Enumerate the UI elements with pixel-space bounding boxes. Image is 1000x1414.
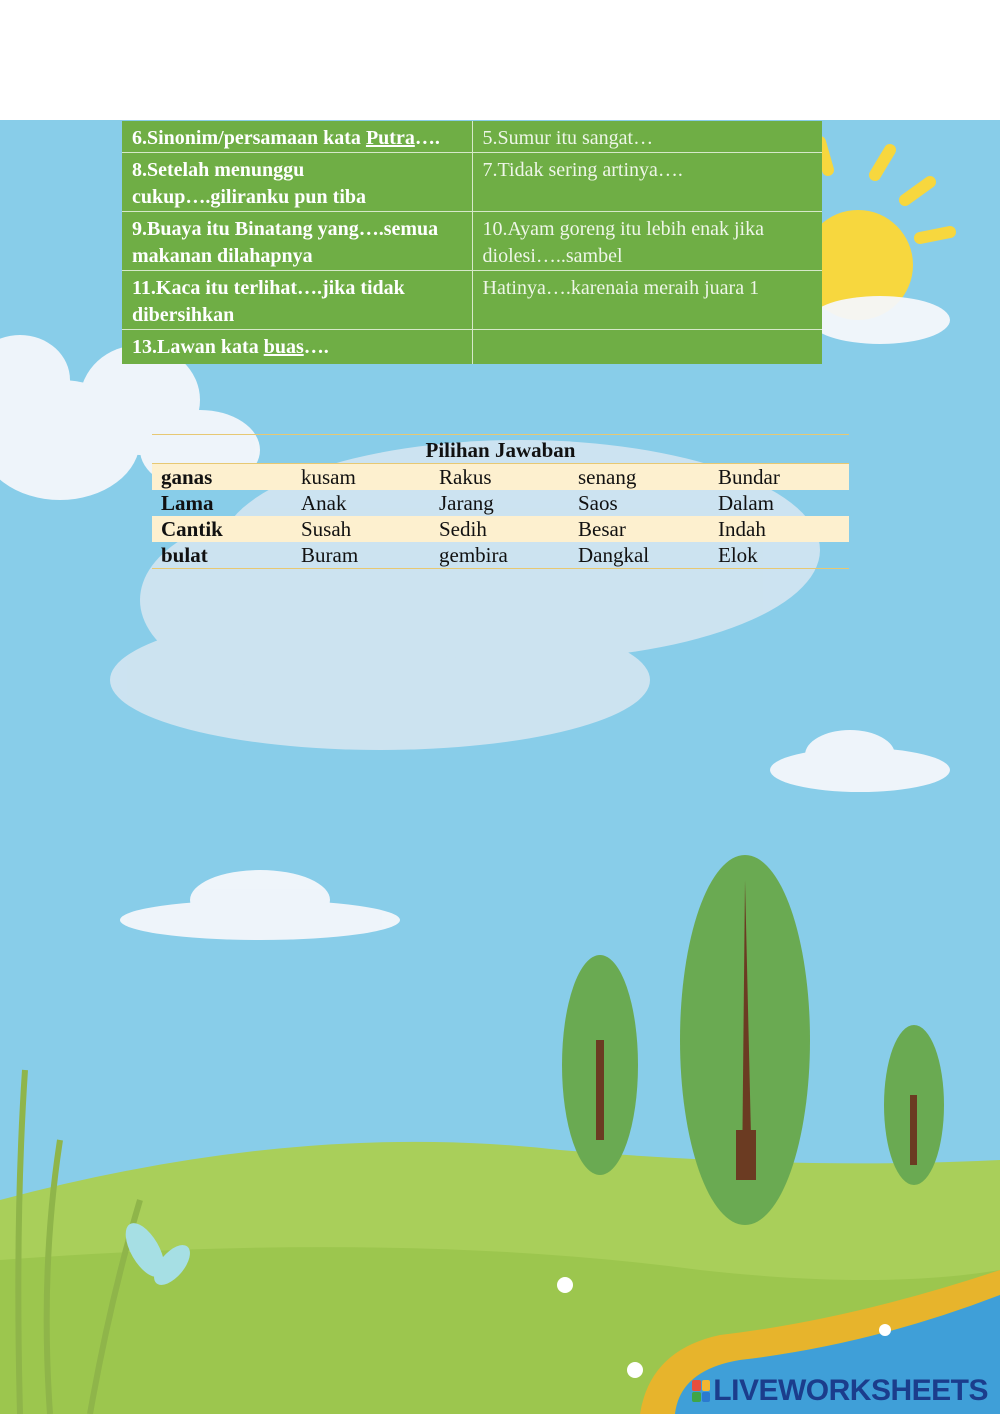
choice-word: Sedih [430, 516, 569, 542]
choice-word: Dangkal [569, 542, 709, 569]
table-row [122, 121, 822, 153]
crossword-clues-table [122, 121, 822, 364]
choice-word: Besar [569, 516, 709, 542]
choice-word: Jarang [439, 491, 494, 515]
choice-word: kusam [292, 464, 430, 491]
choice-word: Cantik [152, 516, 292, 542]
clue-cell: 7.Tidak sering artinya…. [472, 153, 822, 212]
table-row [122, 271, 822, 330]
choice-word: Lama [161, 491, 214, 515]
table-row [152, 464, 849, 491]
choice-word: Anak [301, 491, 347, 515]
clue-cell: 9.Buaya itu Binatang yang….semua makanan dilahapnya [122, 212, 472, 271]
clue-cell: Hatinya….karenaia meraih juara 1 [472, 271, 822, 330]
liveworksheets-logo [692, 1374, 988, 1408]
tree-icon [680, 855, 810, 1225]
choice-word: Dalam [718, 491, 774, 515]
clue-cell: 6.Sinonim/persamaan kata Putra…. [122, 121, 472, 153]
choice-word: ganas [152, 464, 292, 491]
table-row [122, 153, 822, 212]
clue-cell: 8.Setelah menunggu cukup….giliranku pun tiba [122, 153, 472, 212]
choice-word: Buram [292, 542, 430, 569]
clue-cell [472, 330, 822, 365]
tree-icon [884, 1025, 944, 1185]
table-row [122, 330, 822, 365]
clue-cell: 10.Ayam goreng itu lebih enak jika diolesi…..sambel [472, 212, 822, 271]
sun-icon [803, 142, 950, 320]
table-row [122, 212, 822, 271]
answer-choices-title: Pilihan Jawaban [152, 435, 849, 464]
liveworksheets-logo-icon [692, 1380, 710, 1402]
table-row [152, 516, 849, 542]
table-row [152, 542, 849, 569]
choice-word: gembira [430, 542, 569, 569]
choice-word: Rakus [430, 464, 569, 491]
choice-word: Elok [709, 542, 849, 569]
choice-word: Bundar [709, 464, 849, 491]
choice-word: bulat [152, 542, 292, 569]
choice-word: Indah [709, 516, 849, 542]
choice-word: Susah [292, 516, 430, 542]
clue-cell: 11.Kaca itu terlihat….jika tidak dibersihkan [122, 271, 472, 330]
answer-choices-table [152, 434, 849, 569]
brand-name: LIVEWORKSHEETS [713, 1374, 988, 1407]
clue-cell: 5.Sumur itu sangat… [472, 121, 822, 153]
table-row [152, 490, 849, 516]
choice-word: senang [569, 464, 709, 491]
clue-cell: 13.Lawan kata buas…. [122, 330, 472, 365]
choice-word: Saos [578, 491, 618, 515]
tree-icon [562, 955, 638, 1175]
